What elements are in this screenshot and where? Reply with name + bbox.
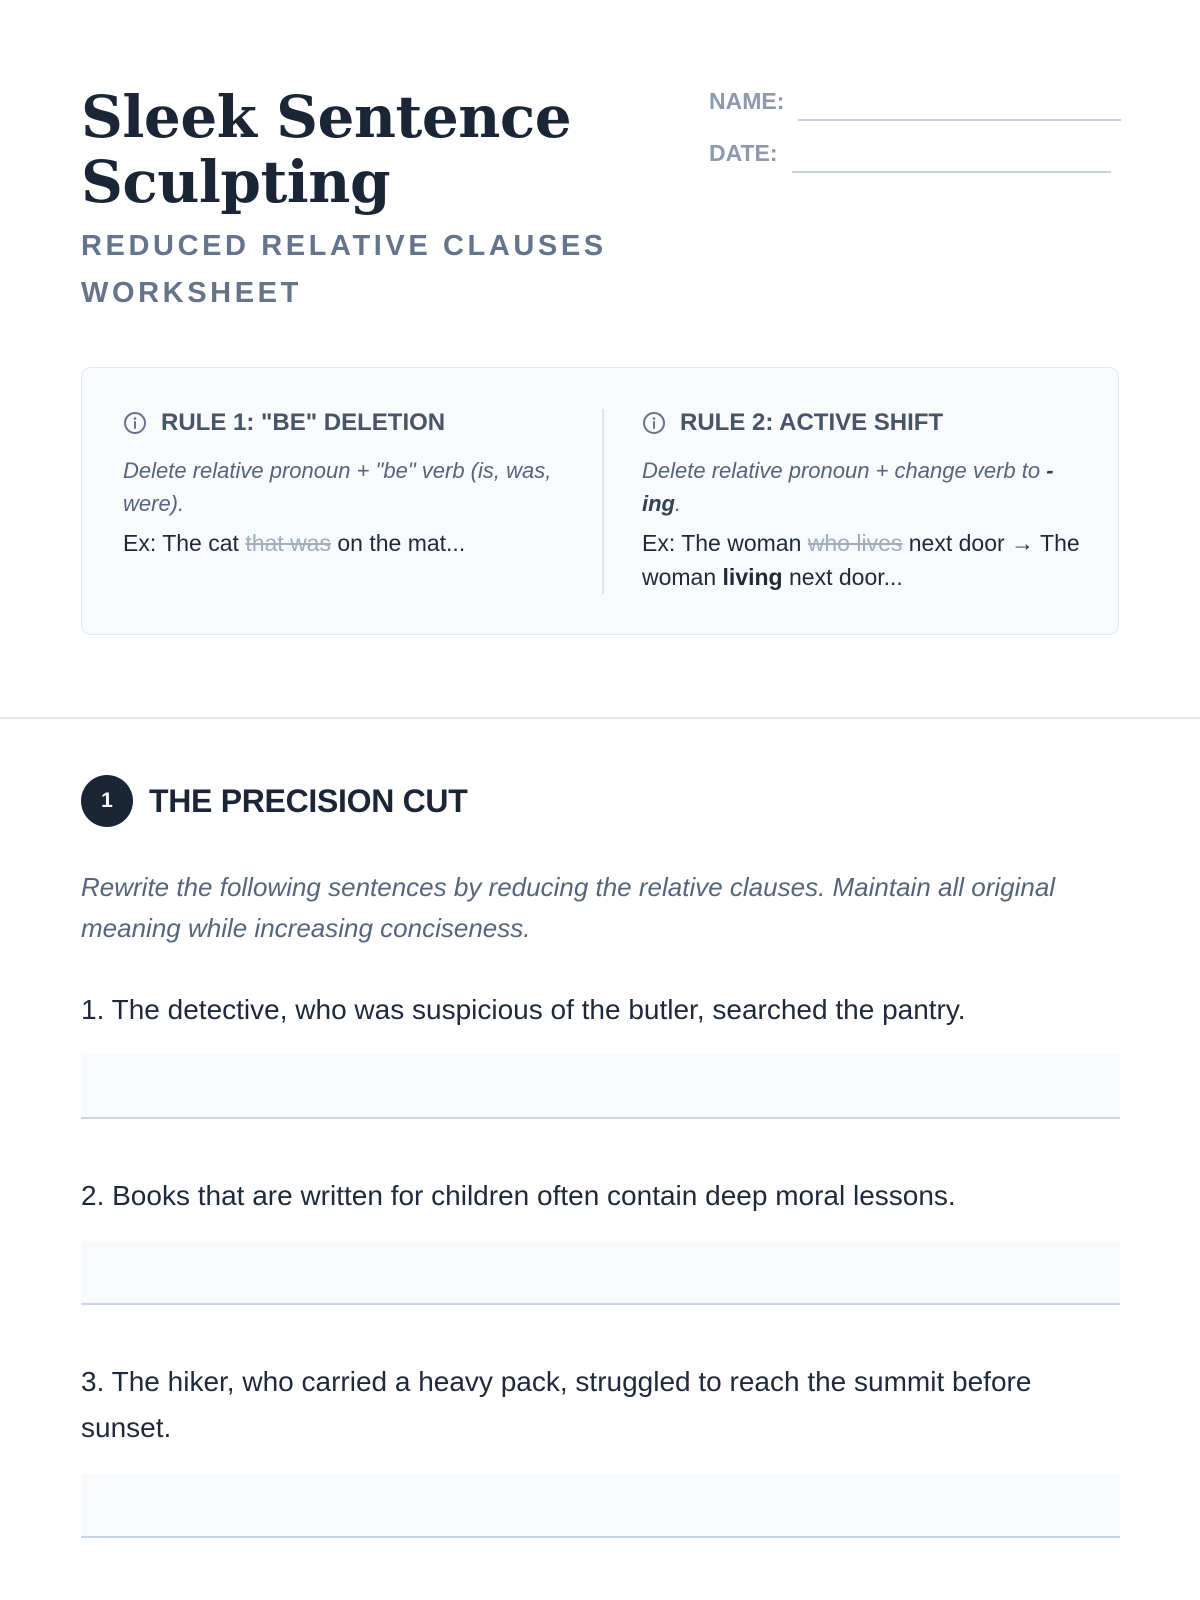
section-heading [81, 775, 467, 827]
date-label: DATE: [709, 140, 778, 166]
question-1: 1. The detective, who was suspicious of the butler, searched the pantry. [81, 994, 966, 1025]
worksheet-header [81, 85, 1121, 315]
rule-1-header [123, 408, 563, 438]
rule-2-example-bold: living [722, 564, 783, 590]
answer-field-1[interactable] [81, 1055, 1120, 1119]
section-instructions: Rewrite the following sentences by reducing the relative clauses. Maintain all original meaning while increasing conciseness. [81, 872, 1056, 943]
rule-2-header [642, 408, 1082, 438]
rule-2-description-suffix: . [675, 491, 682, 516]
rule-1-example-prefix: Ex: The cat [123, 530, 239, 556]
rules-panel [81, 367, 1119, 635]
answer-field-3[interactable] [81, 1474, 1120, 1538]
rule-2 [642, 408, 1082, 594]
date-field[interactable] [792, 137, 1111, 173]
rule-1-example-suffix: on the mat... [337, 530, 466, 556]
rule-2-example-prefix: Ex: The woman [642, 530, 802, 556]
section-divider [0, 717, 1200, 719]
rule-1 [123, 408, 563, 560]
answer-field-2[interactable] [81, 1241, 1120, 1305]
rule-2-title: RULE 2: ACTIVE SHIFT [680, 409, 944, 436]
name-row [709, 85, 1121, 121]
rule-2-description-prefix: Delete relative pronoun + change verb to [642, 458, 1041, 483]
rule-2-example [642, 526, 1082, 594]
rule-1-description: Delete relative pronoun + "be" verb (is, was, were). [123, 458, 552, 516]
rule-2-example-suffix: next door... [789, 564, 903, 590]
rule-1-example-struck: that was [245, 530, 331, 556]
rules-divider [602, 409, 604, 594]
rule-2-description [642, 454, 1082, 520]
rule-2-example-middle: next door → The woman [642, 530, 1080, 590]
section-number-badge: 1 [81, 775, 133, 827]
name-label: NAME: [709, 88, 785, 114]
section-title: THE PRECISION CUT [149, 782, 468, 819]
date-row [709, 137, 1111, 173]
question-2: 2. Books that are written for children often contain deep moral lessons. [81, 1180, 956, 1211]
worksheet-subtitle: REDUCED RELATIVE CLAUSES WORKSHEET [81, 230, 607, 309]
rule-1-title: RULE 1: "BE" DELETION [161, 409, 446, 436]
rule-1-example [123, 526, 563, 560]
name-field[interactable] [798, 85, 1121, 121]
info-icon [642, 411, 666, 435]
info-icon [123, 411, 147, 435]
rule-2-example-struck: who lives [807, 530, 903, 556]
worksheet-title: Sleek Sentence Sculpting [81, 83, 572, 216]
question-3: 3. The hiker, who carried a heavy pack, struggled to reach the summit before sunset. [81, 1366, 1032, 1443]
rule-2-description-bold: -ing [642, 458, 1054, 516]
